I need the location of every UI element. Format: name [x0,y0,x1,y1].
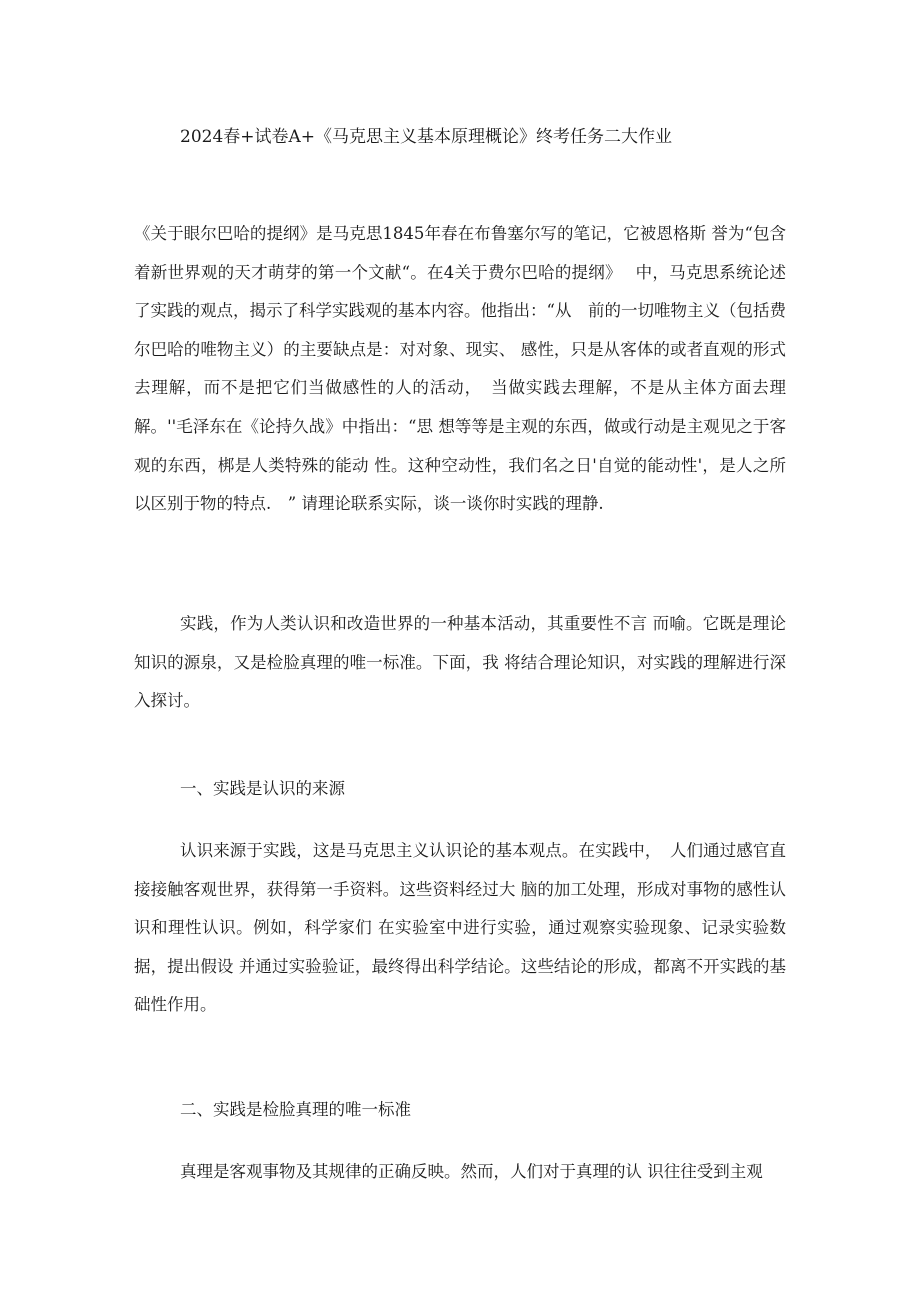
assignment-question: 《关于眼尔巴哈的提纲》是马克思1845年春在布鲁塞尔写的笔记，它被恩格斯 誉为“包含着新世界观的天才萌芽的第一个文献“。在4关于费尔巴哈的提纲》 中，马克思系统论述了实践的观点，揭示了科学实践观的基本内容。他指出：“从 前的一切唯物主义（包括费尔巴哈的唯物主义）的主要缺点是：对对象、现实、 感性，只是从客体的或者直观的形式去理解，而不是把它们当做感性的人的活动， 当做实践去理解，不是从主体方面去理解。''毛泽东在《论持久战》中指出：“思 想等等是主观的东西，做或行动是主观见之于客观的东西，梆是人类特殊的能动 性。这种空动性，我们名之日'自觉的能动性'，是人之所以区别于物的特点. ” 请理论联系实际，谈一谈你时实践的理静. [134,224,786,514]
intro-paragraph: 实践，作为人类认识和改造世界的一种基本活动，其重要性不言 而喻。它既是理论知识的源泉，又是检脸真理的唯一标准。下面，我 将结合理论知识，对实践的理解进行深入探讨。 [134,614,786,711]
section-2-paragraph: 真理是客观事物及其规律的正确反映。然而，人们对于真理的认 识往往受到主观 [180,1162,763,1181]
document-title: 2024春+试卷A+《马克思主义基本原理概论》终考任务二大作业 [180,127,673,147]
section-1-paragraph: 认识来源于实践，这是马克思主义认识论的基本观点。在实践中， 人们通过感官直接接触客观世界，获得第一手资料。这些资料经过大 脑的加工处理，形成对事物的感性认识和理性认识。例如，科学家们 在实验室中进行实验，通过观察实验现象、记录实验数据，提出假设 并通过实验验证，最终得出科学结论。这些结论的形成，都离不开实践的基础性作用。 [134,841,786,1015]
section-heading-1: 一、实践是认识的来源 [180,779,345,798]
section-heading-2: 二、实践是检脸真理的唯一标准 [180,1100,411,1119]
